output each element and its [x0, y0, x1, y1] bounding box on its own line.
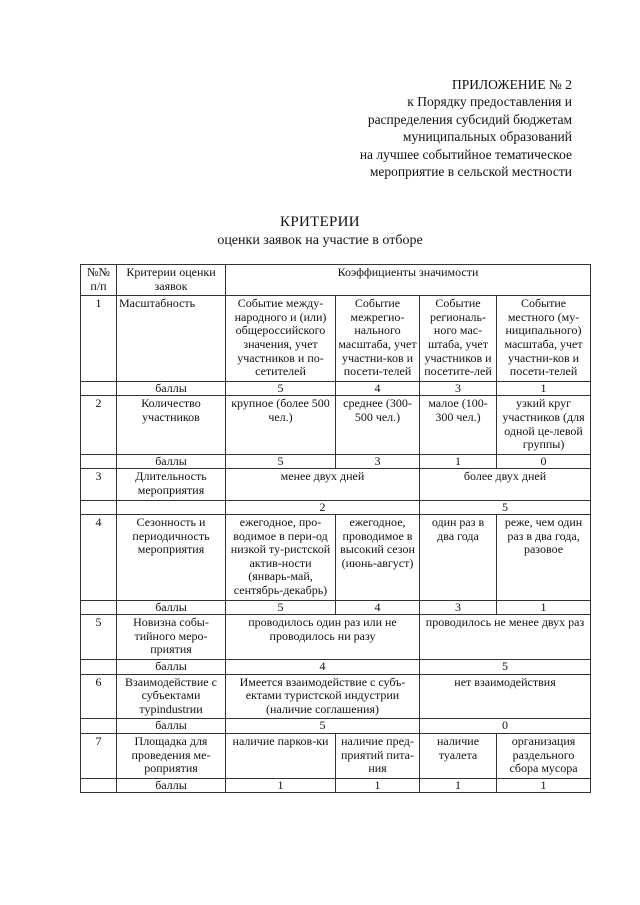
table-row: [81, 296, 591, 382]
option-cell: один раз в два года: [420, 515, 497, 601]
points-row: [81, 600, 591, 615]
appendix-line: муниципальных образований: [402, 129, 572, 145]
option-cell: наличие туалета: [420, 734, 497, 779]
points-value: 3: [420, 381, 497, 396]
option-cell: Событие местного (му-ниципального) масштаба, учет участни-ков и посети-телей: [497, 296, 591, 382]
points-label: баллы: [117, 454, 226, 469]
criteria-table: [80, 264, 591, 793]
criterion-name: Новизна собы-тийного меро-приятия: [117, 615, 226, 660]
points-label: баллы: [117, 381, 226, 396]
appendix-block: [360, 76, 572, 180]
points-row: [81, 719, 591, 734]
points-value: 1: [420, 778, 497, 793]
option-cell: Событие между-народного и (или) общероссийского значения, учет участников и по-сетителей: [226, 296, 336, 382]
option-cell: ежегодное, проводимое в высокий сезон (июнь-август): [336, 515, 420, 601]
points-row: [81, 500, 591, 515]
option-cell: среднее (300-500 чел.): [336, 396, 420, 454]
table-row: [81, 515, 591, 601]
option-cell: реже, чем один раз в два года, разовое: [497, 515, 591, 601]
header-coefficients: Коэффициенты значимости: [226, 265, 591, 296]
points-value: 1: [420, 454, 497, 469]
option-cell: проводилось один раз или не проводилось ни разу: [226, 615, 420, 660]
option-cell: нет взаимодействия: [420, 674, 591, 719]
option-cell: Имеется взаимодействие с субъ-ектами туристской индустрии (наличие соглашения): [226, 674, 420, 719]
appendix-line: мероприятие в сельской местности: [369, 164, 572, 180]
criterion-name: Длительность мероприятия: [117, 469, 226, 500]
points-label: баллы: [117, 600, 226, 615]
header-num: №№ п/п: [81, 265, 117, 296]
appendix-line: ПРИЛОЖЕНИЕ № 2: [451, 77, 572, 92]
option-cell: проводилось не менее двух раз: [420, 615, 591, 660]
table-row: [81, 396, 591, 454]
appendix-line: на лучшее событийное тематическое: [359, 146, 572, 162]
points-value: 1: [497, 381, 591, 396]
subtitle-line: оценки заявок на участие в отборе: [217, 233, 423, 248]
option-cell: малое (100-300 чел.): [420, 396, 497, 454]
option-cell: крупное (более 500 чел.): [226, 396, 336, 454]
points-value: 0: [497, 454, 591, 469]
points-label: баллы: [117, 719, 226, 734]
points-value: 5: [226, 600, 336, 615]
appendix-line: распределения субсидий бюджетам: [367, 111, 572, 127]
points-value: 4: [336, 381, 420, 396]
points-label: баллы: [117, 660, 226, 675]
option-cell: менее двух дней: [226, 469, 420, 500]
header-criteria: Критерии оценки заявок: [117, 265, 226, 296]
row-num: 7: [81, 734, 117, 779]
points-row: [81, 778, 591, 793]
points-value: 1: [497, 778, 591, 793]
row-num: 4: [81, 515, 117, 601]
points-value: 4: [226, 660, 420, 675]
option-cell: ежегодное, про-водимое в пери-од низкой ту-ристской актив-ности (январь-май, сентябрь-декабрь): [226, 515, 336, 601]
points-value: 1: [497, 600, 591, 615]
appendix-line: к Порядку предоставления и: [407, 94, 572, 110]
option-cell: более двух дней: [420, 469, 591, 500]
points-value: 5: [420, 660, 591, 675]
option-cell: Событие межрегио-нального масштаба, учет участни-ков и посети-телей: [336, 296, 420, 382]
points-value: 3: [336, 454, 420, 469]
points-value: 3: [420, 600, 497, 615]
row-num: 5: [81, 615, 117, 660]
table-row: [81, 734, 591, 779]
option-cell: организация раздельного сбора мусора: [497, 734, 591, 779]
option-cell: узкий круг участников (для одной це-левой группы): [497, 396, 591, 454]
option-cell: Событие региональ-ного мас-штаба, учет участников и посетите-лей: [420, 296, 497, 382]
points-value: 0: [420, 719, 591, 734]
table-row: [81, 674, 591, 719]
criterion-name: Сезонность и периодичность мероприятия: [117, 515, 226, 601]
points-value: 2: [226, 500, 420, 515]
points-value: 4: [336, 600, 420, 615]
table-header-row: [81, 265, 591, 296]
points-row: [81, 660, 591, 675]
table-row: [81, 615, 591, 660]
criterion-name: Площадка для проведения ме-роприятия: [117, 734, 226, 779]
table-row: [81, 469, 591, 500]
document-title: [0, 213, 640, 251]
points-value: 1: [336, 778, 420, 793]
points-value: 1: [226, 778, 336, 793]
row-num: 3: [81, 469, 117, 500]
row-num: 1: [81, 296, 117, 382]
row-num: 2: [81, 396, 117, 454]
row-num: 6: [81, 674, 117, 719]
criterion-name: Взаимодействие с субъектами турindustrии: [117, 674, 226, 719]
points-value: 5: [420, 500, 591, 515]
option-cell: наличие парков-ки: [226, 734, 336, 779]
points-value: 5: [226, 381, 336, 396]
points-row: [81, 454, 591, 469]
criterion-name: Количество участников: [117, 396, 226, 454]
points-label: баллы: [117, 778, 226, 793]
title-line: КРИТЕРИИ: [280, 214, 360, 230]
criterion-name: Масштабность: [117, 296, 226, 382]
points-value: 5: [226, 454, 336, 469]
points-row: [81, 381, 591, 396]
points-value: 5: [226, 719, 420, 734]
option-cell: наличие пред-приятий пита-ния: [336, 734, 420, 779]
